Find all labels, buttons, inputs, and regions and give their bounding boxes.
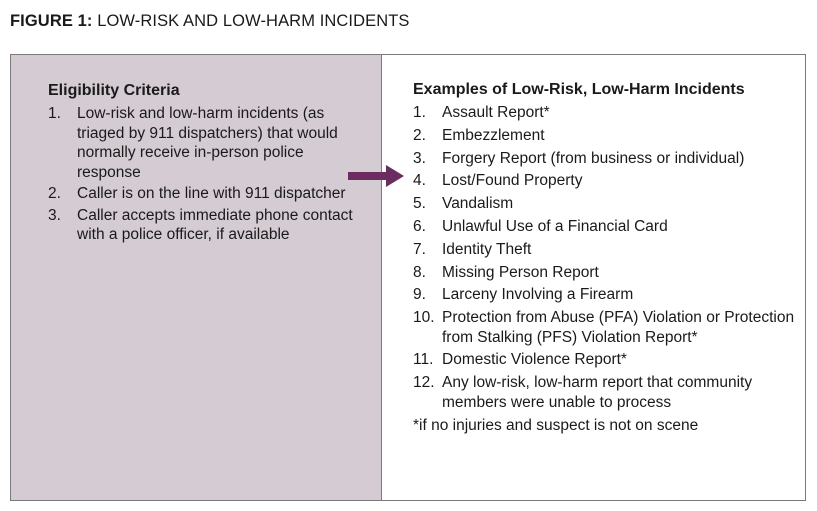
item-text: Missing Person Report bbox=[442, 263, 599, 281]
list-item bbox=[413, 350, 798, 370]
item-text: Caller accepts immediate phone contact with a police officer, if available bbox=[77, 206, 353, 243]
eligibility-content bbox=[48, 82, 368, 247]
item-text: Embezzlement bbox=[442, 126, 545, 144]
item-text: Domestic Violence Report* bbox=[442, 351, 627, 369]
figure-frame bbox=[10, 54, 806, 501]
item-number: 2. bbox=[48, 185, 61, 202]
footnote: *if no injuries and suspect is not on scene bbox=[413, 416, 699, 434]
item-number: 6. bbox=[413, 217, 426, 235]
item-text: Lost/Found Property bbox=[442, 172, 583, 190]
list-item bbox=[413, 171, 798, 191]
list-item bbox=[48, 184, 368, 204]
item-text: Larceny Involving a Firearm bbox=[442, 286, 634, 304]
list-item bbox=[48, 206, 368, 245]
figure-title bbox=[10, 12, 410, 31]
list-item bbox=[413, 285, 798, 305]
item-text: Low-risk and low-harm incidents (as triaged by 911 dispatchers) that would normally receive in-person police response bbox=[77, 105, 338, 181]
item-text: Unlawful Use of a Financial Card bbox=[442, 217, 668, 235]
item-text: Any low-risk, low-harm report that community members were unable to process bbox=[442, 374, 753, 411]
examples-heading: Examples of Low-Risk, Low-Harm Incidents bbox=[413, 81, 745, 98]
examples-list bbox=[413, 103, 798, 412]
item-number: 10. bbox=[413, 309, 435, 327]
item-number: 4. bbox=[413, 172, 426, 190]
eligibility-heading: Eligibility Criteria bbox=[48, 82, 180, 99]
item-text: Forgery Report (from business or individual) bbox=[442, 149, 745, 167]
list-item bbox=[413, 263, 798, 283]
item-number: 1. bbox=[48, 105, 61, 122]
item-number: 12. bbox=[413, 374, 435, 392]
item-text: Protection from Abuse (PFA) Violation or Protection from Stalking (PFS) Violation Report* bbox=[442, 309, 795, 346]
item-text: Assault Report* bbox=[442, 104, 550, 121]
list-item bbox=[413, 194, 798, 214]
eligibility-panel bbox=[11, 55, 382, 500]
figure-title-text: LOW-RISK AND LOW-HARM INCIDENTS bbox=[97, 12, 410, 30]
list-item bbox=[413, 126, 798, 146]
item-text: Vandalism bbox=[442, 195, 514, 213]
list-item bbox=[413, 149, 798, 169]
item-number: 2. bbox=[413, 126, 426, 144]
list-item bbox=[413, 103, 798, 123]
item-text: Caller is on the line with 911 dispatcher bbox=[77, 185, 346, 202]
item-number: 1. bbox=[413, 104, 426, 121]
item-text: Identity Theft bbox=[442, 240, 532, 258]
item-number: 3. bbox=[48, 206, 61, 224]
eligibility-list bbox=[48, 104, 368, 245]
list-item bbox=[48, 104, 368, 182]
item-number: 7. bbox=[413, 240, 426, 258]
item-number: 3. bbox=[413, 149, 426, 167]
right-arrow-icon bbox=[348, 165, 404, 187]
item-number: 8. bbox=[413, 263, 426, 281]
examples-content bbox=[413, 81, 798, 435]
item-number: 5. bbox=[413, 195, 426, 213]
item-number: 9. bbox=[413, 286, 426, 304]
list-item bbox=[413, 240, 798, 260]
list-item bbox=[413, 308, 798, 347]
figure-label: FIGURE 1: bbox=[10, 12, 93, 30]
list-item bbox=[413, 373, 798, 412]
list-item bbox=[413, 217, 798, 237]
item-number: 11. bbox=[413, 351, 434, 369]
